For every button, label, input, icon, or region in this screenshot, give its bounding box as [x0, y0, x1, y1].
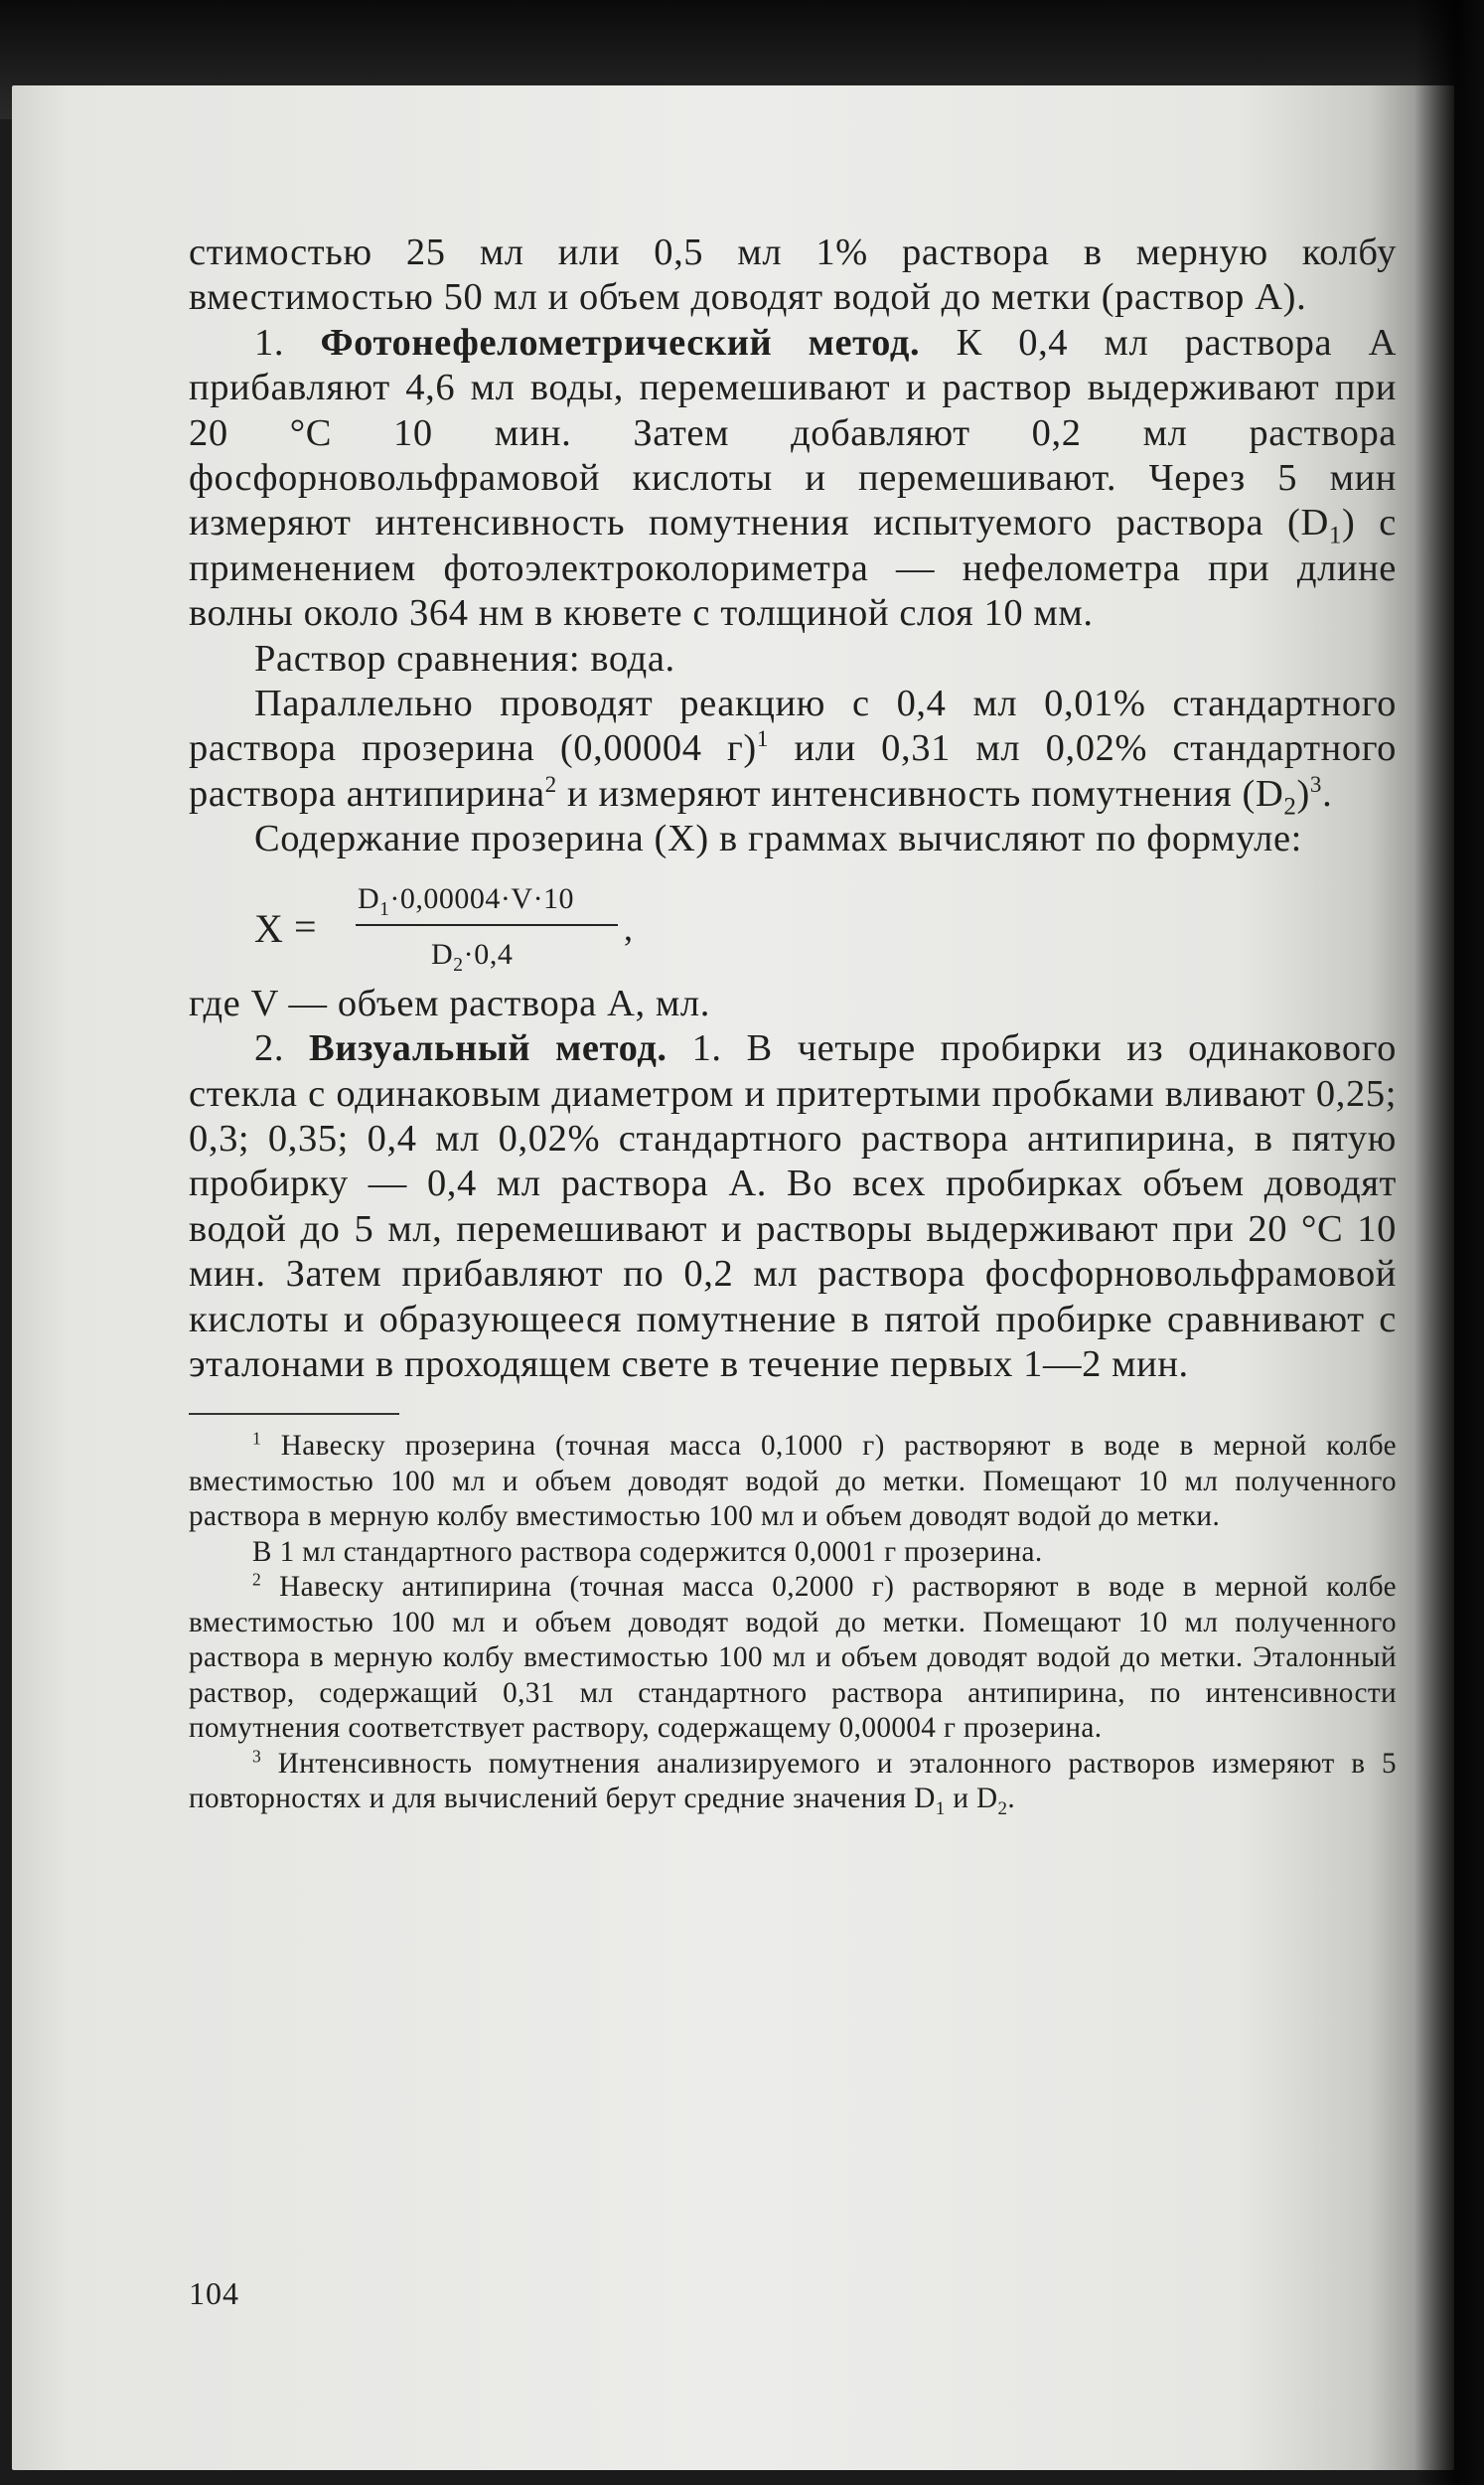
footnote-1-note: В 1 мл стандартного раствора содержится 0,0001 г прозерина.: [252, 1535, 1043, 1568]
symbol-d: D: [1255, 772, 1284, 815]
formula-denominator: $D_2\cdot 0,4$: [431, 937, 514, 976]
symbol-d: D: [1300, 502, 1329, 544]
text: ): [1296, 772, 1310, 815]
footnotes: [189, 1428, 1397, 1820]
footnote-3: $^3$ Интенсивность помутнения анализируемого и эталонного растворов измеряют в 5 повторностях и для вычислений берут средние значения $D_1$ и $D_2$.: [189, 1746, 1397, 1820]
footnote-ref-1: 1: [756, 725, 770, 752]
footnote-separator: [189, 1413, 399, 1415]
paragraph-content-formula-intro: Содержание прозерина (X) в граммах вычисляют по формуле:: [254, 818, 1302, 860]
paragraph-photonephelometric: [189, 321, 1397, 637]
formula-lhs: X: [254, 905, 284, 951]
text: 1. В четыре пробирки из одинакового стекла с одинаковым диаметром и притертыми пробками вливают 0,25; 0,3; 0,35; 0,4 мл 0,02% стандартного раствора антипирина, в пятую пробирку — 0,4 мл раствора А. Во всех пробирках объем доводят водой до 5 мл, перемешивают и растворы выдерживают при 20 °С 10 мин. Затем прибавляют по 0,2 мл раствора фосфорновольфрамовой кислоты и образующееся помутнение в пятой пробирке сравнивают с эталонами в проходящем свете в течение первых 1—2 мин.: [189, 1027, 1397, 1385]
text: и измеряют интенсивность помутнения (: [556, 772, 1256, 815]
paragraph-continuation: стимостью 25 мл или 0,5 мл 1% раствора в мерную колбу вместимостью 50 мл и объем доводят водой до метки (раствор А).: [189, 232, 1397, 319]
formula-numerator: $D_1\cdot 0,00004\cdot V\cdot 10$: [358, 881, 575, 920]
formula-equals: =: [294, 903, 318, 949]
footnote-ref-3: 3: [1309, 771, 1323, 798]
text: или 0,31 мл 0,02% стандартного раствора антипирина: [189, 727, 1398, 815]
paragraph-where-v: где V — объем раствора А, мл.: [189, 982, 710, 1024]
page-edge-shadow: [1414, 0, 1484, 2485]
subscript: 2: [1283, 793, 1297, 821]
fraction-bar: [356, 924, 618, 926]
footnote-mark: 2: [252, 1569, 262, 1590]
paragraph-visual-method: [189, 1026, 1397, 1387]
formula-comma: ,: [624, 907, 634, 948]
formula: [189, 870, 1397, 982]
footnote-mark: 3: [252, 1746, 262, 1767]
section-heading-visual: Визуальный метод.: [308, 1027, 668, 1070]
footnote-mark: 1: [252, 1428, 262, 1449]
page-number: 104: [189, 2275, 239, 2311]
footnote-ref-2: 2: [544, 771, 557, 798]
section-heading-photonephelometric: Фотонефелометрический метод.: [320, 321, 921, 364]
paragraph-parallel-reaction: [189, 682, 1398, 821]
text: К 0,4 мл раствора А прибавляют 4,6 мл воды, перемешивают и раствор выдерживают при 20 °С 10 мин. Затем добавляют 0,2 мл раствора фосфорновольфрамовой кислоты и перемешивают. Через 5 мин измеряют интенсивность помутнения испытуемого раствора (: [189, 321, 1397, 544]
subscript: 1: [1328, 523, 1342, 550]
footnote-1: $^1$ Навеску прозерина (точная масса 0,1000 г) растворяют в воде в мерной колбе вместимостью 100 мл и объем доводят водой до метки. Помещают 10 мл полученного раствора в мерную колбу вместимостью 100 мл и объем доводят водой до метки.: [189, 1428, 1397, 1533]
footnote-2: $^2$ Навеску антипирина (точная масса 0,2000 г) растворяют в воде в мерной колбе вместимостью 100 мл и объем доводят водой до метки. Помещают 10 мл полученного раствора в мерную колбу вместимостью 100 мл и объем доводят водой до метки. Эталонный раствор, содержащий 0,31 мл стандартного раствора антипирина, по интенсивности помутнения соответствует раствору, содержащему 0,00004 г прозерина.: [189, 1569, 1397, 1745]
section-number: 2.: [254, 1027, 309, 1070]
text: .: [1322, 772, 1333, 815]
paragraph-reference-solution: Раствор сравнения: вода.: [254, 637, 675, 680]
main-text: [189, 231, 1398, 1820]
text: Параллельно проводят реакцию с 0,4 мл 0,01% стандартного раствора прозерина (0,00004 г): [189, 683, 1397, 770]
section-number: 1.: [254, 321, 321, 364]
text: ) с применением фотоэлектроколориметра — нефелометра при длине волны около 364 нм в кювете с толщиной слоя 10 мм.: [189, 502, 1397, 635]
